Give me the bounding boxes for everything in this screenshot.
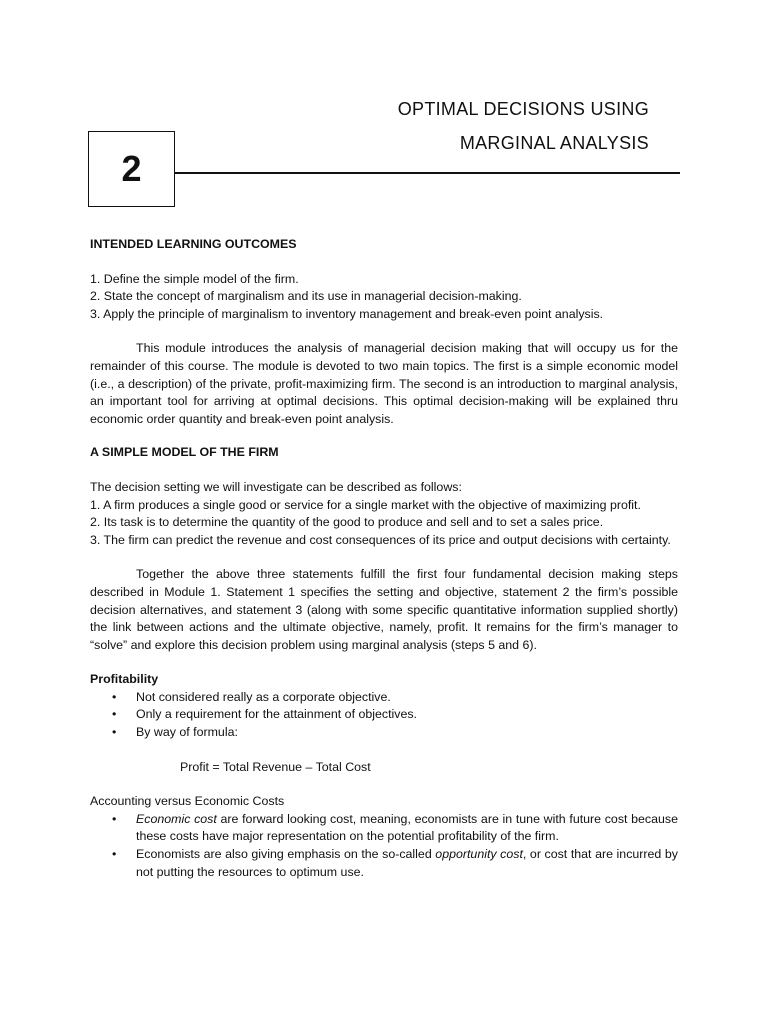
bullet-icon: • [112, 707, 117, 722]
economic-cost-term: Economic cost [136, 811, 217, 826]
list-item-text: , or cost that are incurred by not putting the resources to optimum use. [136, 847, 678, 879]
document-body [90, 236, 678, 881]
chapter-title-line-2: MARGINAL ANALYSIS [459, 133, 649, 153]
list-item [90, 706, 678, 724]
model-item-2: 2. Its task is to determine the quantity of the good to produce and sell and to set a sales price. [90, 515, 604, 530]
list-item-text: Economists are also giving emphasis on the so-called [136, 847, 436, 862]
chapter-divider [175, 172, 680, 174]
ilo-item-2: 2. State the concept of marginalism and its use in managerial decision-making. [90, 289, 522, 304]
profitability-heading: Profitability [90, 672, 159, 687]
list-item-text: Only a requirement for the attainment of objectives. [136, 707, 417, 722]
chapter-title [360, 92, 649, 160]
list-item-text: are forward looking cost, meaning, economists are in tune with future cost because these costs have major representation on the potential profitability of the firm. [136, 811, 678, 844]
bullet-icon: • [112, 725, 117, 740]
costs-heading: Accounting versus Economic Costs [90, 794, 285, 809]
model-heading: A SIMPLE MODEL OF THE FIRM [90, 445, 279, 460]
opportunity-cost-term: opportunity cost [435, 847, 523, 862]
intro-paragraph: This module introduces the analysis of managerial decision making that will occupy us for the remainder of this course. The module is devoted to two main topics. The first is a simple economic model (i.e., a description) of the private, profit-maximizing firm. The second is an introduction to marginal analysis, an important tool for arriving at optimal decisions. This optimal decision-making will be explained thru economic order quantity and break-even point analysis. [90, 341, 678, 426]
profit-formula: Profit = Total Revenue – Total Cost [180, 759, 371, 774]
chapter-number-box [88, 131, 175, 207]
list-item-text: By way of formula: [136, 725, 238, 740]
bullet-icon: • [112, 811, 117, 826]
ilo-item-3: 3. Apply the principle of marginalism to inventory management and break-even point analysis. [90, 306, 604, 321]
bullet-icon: • [112, 689, 117, 704]
bullet-icon: • [112, 847, 117, 862]
model-paragraph: Together the above three statements fulfill the first four fundamental decision making steps described in Module 1. Statement 1 specifies the setting and objective, statement 2 the firm’s possible decision alternatives, and statement 3 (along with some specific quantitative information supplied shortly) the link between actions and the ultimate objective, namely, profit. It remains for the firm’s manager to “solve” and explore this decision problem using marginal analysis (steps 5 and 6). [90, 567, 678, 652]
ilo-item-1: 1. Define the simple model of the firm. [90, 271, 299, 286]
list-item [90, 846, 678, 881]
profitability-list [90, 689, 678, 742]
chapter-number: 2 [121, 148, 142, 189]
costs-list [90, 811, 678, 881]
list-item-text: Not considered really as a corporate objective. [136, 689, 391, 704]
chapter-title-line-1: OPTIMAL DECISIONS USING [397, 99, 649, 119]
ilo-heading: INTENDED LEARNING OUTCOMES [90, 237, 297, 251]
model-lead: The decision setting we will investigate can be described as follows: [90, 479, 462, 494]
list-item [90, 724, 678, 742]
model-item-3: 3. The firm can predict the revenue and cost consequences of its price and output decisions with certainty. [90, 532, 671, 547]
list-item [90, 811, 678, 846]
model-item-1: 1. A firm produces a single good or service for a single market with the objective of maximizing profit. [90, 497, 641, 512]
list-item [90, 689, 678, 707]
